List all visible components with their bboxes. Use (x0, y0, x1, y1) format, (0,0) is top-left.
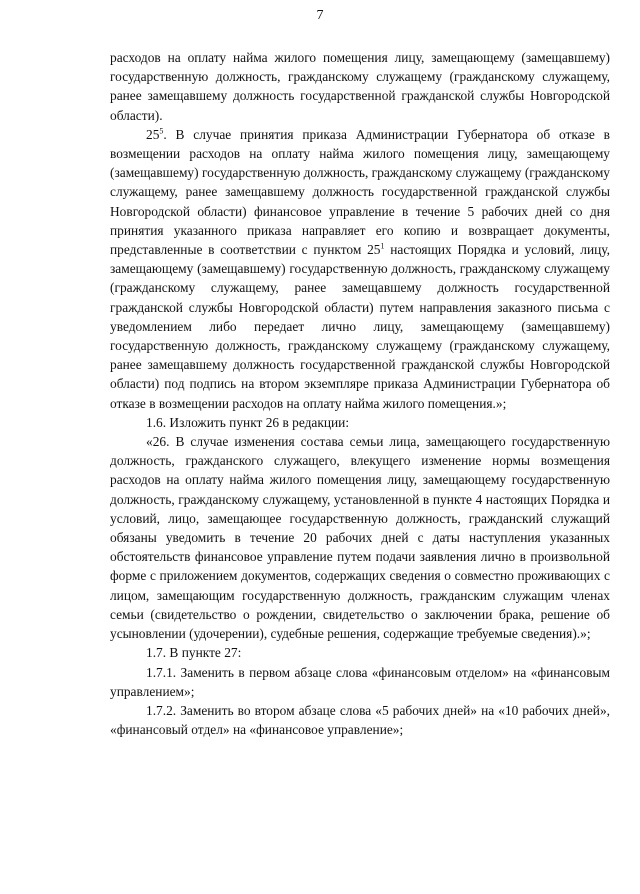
paragraph-text: 1.7.2. Заменить во втором абзаце слова «5 рабочих дней» на «10 рабочих дней», «финансовый отдел» на «финансовое управление»; (110, 702, 610, 738)
paragraph-1-6 (110, 413, 610, 432)
paragraph (110, 48, 610, 125)
paragraph-text: «26. В случае изменения состава семьи лица, замещающего государственную должность, гражданского служащего, влекущего изменение нормы возмещения расходов на оплату найма жилого помещения лицу, замещающему государственную должность, гражданскому служащему, установленной в пункте 4 настоящих Порядка и условий, лицо, замещающее государственную должность, гражданский служащий обязаны уведомить в течение 20 рабочих дней с даты наступления указанных обстоятельств финансовое управление путем подачи заявления лично в произвольной форме с приложением документов, содержащих сведения о совместно проживающих с лицом, замещающим государственную должность, гражданским служащим членах семьи (свидетельство о рождении, свидетельство о заключении брака, решение об усыновлении (удочерении), судебные решения, содержащие требуемые сведения).»; (110, 434, 610, 642)
paragraph-text: 1.6. Изложить пункт 26 в редакции: (146, 414, 350, 430)
paragraph-26 (110, 432, 610, 643)
paragraph-25-5 (110, 125, 610, 413)
superscript: 5 (159, 126, 164, 136)
page-number: 7 (316, 8, 324, 23)
paragraph-text: 25 (146, 126, 160, 142)
paragraph-1-7 (110, 643, 610, 662)
paragraph-text: . В случае принятия приказа Администрации Губернатора об отказе в возмещении расходов на оплату найма жилого помещения лицу, замещающему (замещавшему) государственную должность, гражданскому служащему (гражданскому служащему, ранее замещавшему должность государственной гражданской службы Новгородской области) финансовое управление в течение 5 рабочих дней со дня принятия указанного приказа направляет его копию и возвращает документы, представленные в соответствии с пунктом 25 (110, 126, 610, 258)
paragraph-1-7-1 (110, 663, 610, 701)
paragraph-1-7-2 (110, 701, 610, 739)
document-body (110, 48, 610, 739)
paragraph-text: 1.7.1. Заменить в первом абзаце слова «финансовым отделом» на «финансовым управлением»; (110, 664, 610, 699)
paragraph-text: настоящих Порядка и условий, лицу, замещающему (замещавшему) государственную должность, гражданскому служащему (гражданскому служащему, ранее замещавшему должность государственной гражданской службы Новгородской области) путем направления заказного письма с уведомлением либо передает лично лицу, замещающему (замещавшему) государственную должность, гражданскому служащему (гражданскому служащему, ранее замещавшему должность государственной гражданской службы Новгородской области) под подпись на втором экземпляре приказа Администрации Губернатора об отказе в возмещении расходов на оплату найма жилого помещения.»; (110, 242, 610, 411)
superscript: 1 (380, 241, 385, 251)
paragraph-text: 1.7. В пункте 27: (146, 645, 242, 661)
paragraph-text: расходов на оплату найма жилого помещения лицу, замещающему (замещавшему) государственную должность, гражданскому служащему (гражданскому служащему, ранее замещавшему должность государственной гражданской службы Новгородской области). (110, 50, 610, 123)
